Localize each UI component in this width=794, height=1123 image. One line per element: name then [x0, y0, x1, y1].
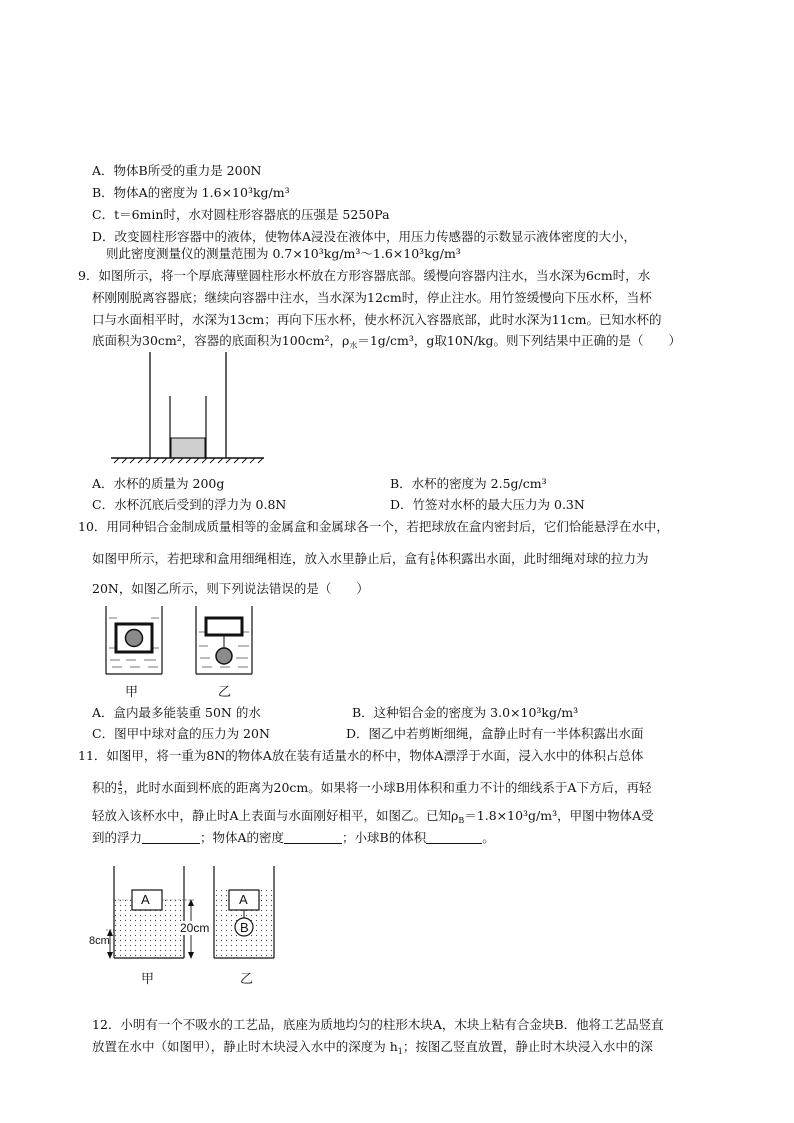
q12-stem-line2: 放置在水中（如图甲），静止时木块浸入水中的深度为 $h_1$；按图乙竖直放置，静止时木块浸入水中的深 — [92, 1039, 653, 1056]
q11-blank-buoyancy[interactable] — [142, 831, 200, 844]
q9-option-d: D．竹签对水杯的最大压力为 0.3N — [390, 497, 585, 512]
q9-option-a: A．水杯的质量为 200g — [92, 476, 225, 491]
q10-option-b: B．这种铝合金的密度为 3.0×10³kg/m³ — [352, 705, 579, 720]
q10-fraction: $\frac{1}{6}$ — [430, 551, 435, 567]
q10-figure-b — [194, 604, 254, 676]
q8-option-d-line2: 则此密度测量仪的测量范围为 0.7×10³kg/m³～1.6×10³kg/m³ — [106, 246, 461, 261]
q9-stem-line3: 口与水面相平时，水深为13cm；再向下压水杯，使水杯沉入容器底部，此时水深为11cm。已知水杯的 — [92, 312, 662, 327]
q8-option-a: A．物体B所受的重力是 200N — [92, 163, 262, 178]
q10-option-c: C．图甲中球对盒的压力为 20N — [92, 726, 270, 741]
q11a-block-label: A — [141, 892, 150, 907]
q11a-20cm-label: 20cm — [180, 921, 210, 935]
q10-figure-a-label: 甲 — [125, 685, 139, 700]
q11-stem-line1: 11．如图甲，将一重为8N的物体A放在装有适量水的杯中，物体A漂浮于水面，浸入水中的体积占总体 — [78, 748, 644, 763]
q8-option-b: B．物体A的密度为 1.6×10³kg/m³ — [92, 185, 290, 200]
q11-figure-a-label: 甲 — [141, 972, 155, 987]
q11a-8cm-label: 8cm — [89, 935, 110, 947]
q11-stem-line2: 积的 $\frac{4}{5}$ ，此时水面到杯底的距离为20cm。如果将一小球B用体积和重力不计的细线系于A下方后，再轻 — [92, 780, 652, 796]
q8-option-d-line1: D．改变圆柱形容器中的液体，使物体A浸没在液体中，用压力传感器的示数显示液体密度的大小， — [92, 229, 637, 244]
q9-option-b: B．水杯的密度为 2.5g/cm³ — [390, 476, 547, 491]
q10-option-d: D．图乙中若剪断细绳，盒静止时有一半体积露出水面 — [346, 726, 644, 741]
q10-stem-line3: 20N，如图乙所示，则下列说法错误的是（ ） — [92, 581, 369, 596]
q11-blank-density[interactable] — [284, 831, 342, 844]
q9-figure — [108, 350, 270, 468]
q11-figure-b — [210, 864, 280, 964]
q8-option-c: C．t＝6min时，水对圆柱形容器底的压强是 5250Pa — [92, 207, 390, 222]
q12-stem-line1: 12．小明有一个不吸水的工艺品，底座为质地均匀的柱形木块A，木块上粘有合金块B．他将工艺品竖直 — [92, 1017, 664, 1032]
q10-option-a: A．盒内最多能装重 50N 的水 — [92, 705, 261, 720]
q9-ground-hatch — [114, 458, 263, 463]
q11-fraction: $\frac{4}{5}$ — [118, 780, 123, 796]
q10-figure-b-label: 乙 — [218, 685, 232, 700]
q9-stem-line1: 9．如图所示，将一个厚底薄壁圆柱形水杯放在方形容器底部。缓慢向容器内注水，当水深为6cm时，水 — [78, 268, 651, 283]
q9-stem-line2: 杯刚刚脱离容器底；继续向容器中注水，当水深为12cm时，停止注水。用竹签缓慢向下压水杯，当杯 — [92, 290, 652, 305]
q11-figure-a — [84, 864, 214, 964]
q11b-ball-label: B — [240, 920, 249, 935]
q10-stem-line1: 10．用同种铝合金制成质量相等的金属盒和金属球各一个，若把球放在盒内密封后，它们恰能悬浮在水中， — [78, 519, 669, 534]
q10b-box — [206, 618, 242, 635]
q9-stem-line4: 底面积为30cm²，容器的底面积为100cm²，$\rho_水=1g$/cm³，g取10N/kg。则下列结果中正确的是（ ） — [92, 333, 682, 350]
q9-cup-thick-base — [171, 438, 205, 458]
q11-blank-volume[interactable] — [426, 831, 482, 844]
q11-stem-line4: 到的浮力 ；物体A的密度 ；小球B的体积 。 — [92, 830, 495, 845]
q11-stem-line3: 轻放入该杯水中，静止时A上表面与水面刚好相平，如图乙。已知$\rho_B=1.8\times 10^3g/m^3$，甲图中物体A受 — [92, 808, 654, 825]
q10-figure-a — [104, 604, 164, 676]
q11-figure-b-label: 乙 — [240, 972, 254, 987]
q10a-ball — [126, 630, 143, 647]
q10-stem-line2: 如图甲所示，若把球和盒用细绳相连，放入水里静止后，盒有 $\frac{1}{6}$ 体积露出水面，此时细绳对球的拉力为 — [92, 551, 649, 567]
q9-option-c: C．水杯沉底后受到的浮力为 0.8N — [92, 497, 287, 512]
q11b-block-label: A — [239, 892, 248, 907]
q10b-ball — [216, 648, 232, 664]
